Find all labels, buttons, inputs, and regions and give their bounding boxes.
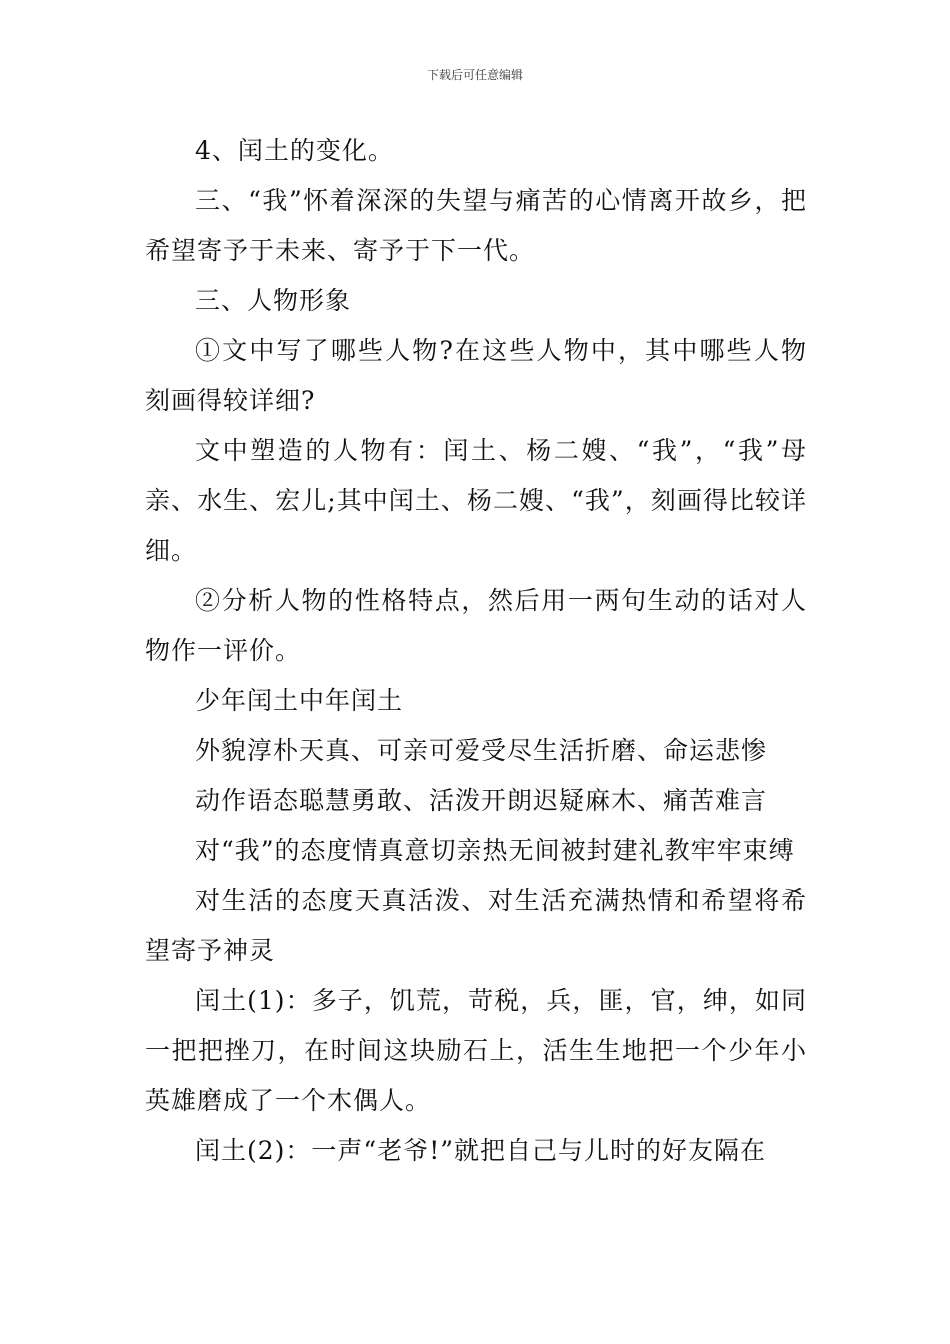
paragraph: 闰土(2)：一声“老爷!”就把自己与儿时的好友隔在 xyxy=(195,1136,767,1165)
paragraph: 对生活的态度天真活泼、对生活充满热情和希望将希望寄予神灵 xyxy=(145,886,807,965)
document-body xyxy=(145,126,807,1176)
paragraph: ②分析人物的性格特点，然后用一两句生动的话对人物作一评价。 xyxy=(145,586,807,665)
paragraph: 三、“我”怀着深深的失望与痛苦的心情离开故乡，把希望寄予于未来、寄予于下一代。 xyxy=(145,186,807,265)
page-header: 下载后可任意编辑 xyxy=(426,68,523,82)
paragraph: 外貌淳朴天真、可亲可爱受尽生活折磨、命运悲惨 xyxy=(195,736,768,765)
paragraph: 文中塑造的人物有：闰土、杨二嫂、“我”，“我”母亲、水生、宏儿;其中闰土、杨二嫂、“我”，刻画得比较详细。 xyxy=(145,436,807,565)
paragraph: 动作语态聪慧勇敢、活泼开朗迟疑麻木、痛苦难言 xyxy=(195,786,768,815)
paragraph: 对“我”的态度情真意切亲热无间被封建礼教牢牢束缚 xyxy=(195,836,795,865)
paragraph: 少年闰土中年闰土 xyxy=(195,686,404,715)
paragraph: 闰土(1)：多子，饥荒，苛税，兵，匪，官，绅，如同一把把挫刀，在时间这块励石上，活生生地把一个少年小英雄磨成了一个木偶人。 xyxy=(145,986,807,1115)
paragraph: 4、闰土的变化。 xyxy=(195,136,394,165)
paragraph: ①文中写了哪些人物?在这些人物中，其中哪些人物刻画得较详细? xyxy=(145,336,807,415)
section-heading: 三、人物形象 xyxy=(195,286,352,315)
